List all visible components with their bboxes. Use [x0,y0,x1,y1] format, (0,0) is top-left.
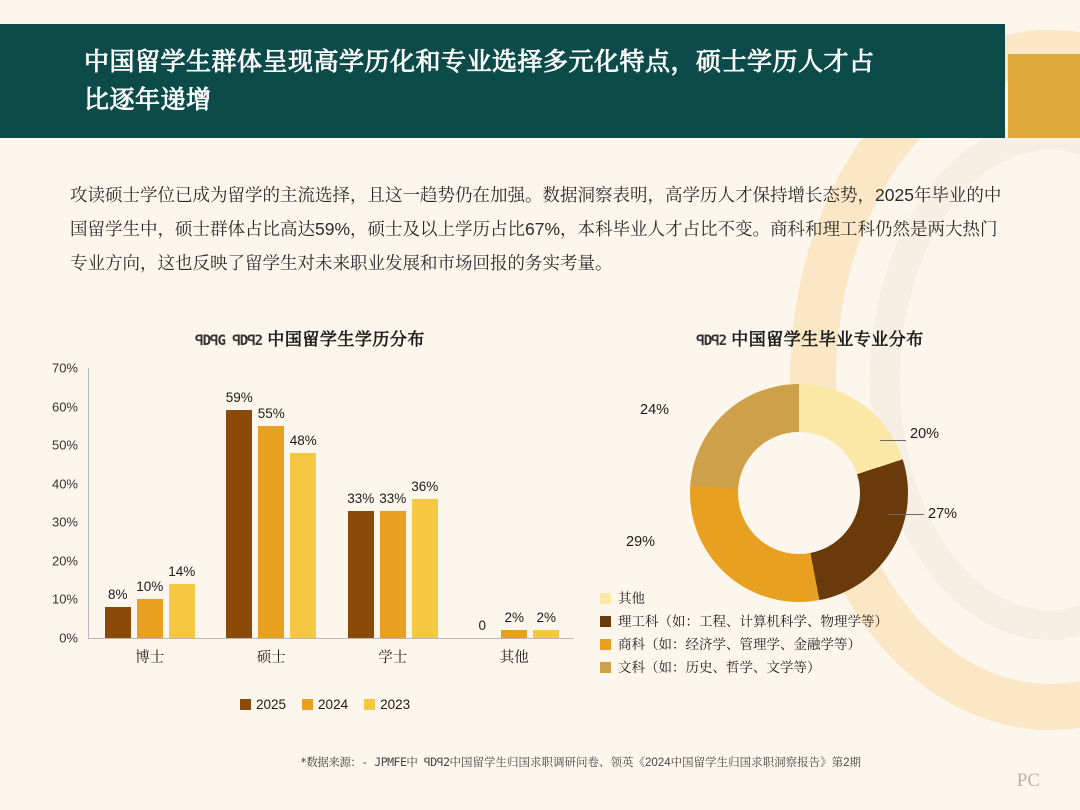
bar-group [454,368,576,638]
y-tick-label: 70% [51,360,78,376]
bar [379,490,407,638]
donut-legend [600,587,888,679]
donut-title-glyph: ꟼDꟼ2 [696,333,726,349]
bar-title-glyph: ꟼDꟼG ꟼDꟼ2 [195,333,263,349]
legend-swatch [240,699,251,710]
bar [411,479,439,638]
page-title: 中国留学生群体呈现高学历化和专业选择多元化特点，硕士学历人才占比逐年递增 [84,48,875,114]
body-paragraph: 攻读硕士学位已成为留学的主流选择，且这一趋势仍在加强。数据洞察表明，高学历人才保持增长态势，2025年毕业的中国留学生中，硕士群体占比高达59%，硕士及以上学历占比67%，本科毕业人才占比不变。商科和理工科仍然是两大热门专业方向，这也反映了留学生对未来职业发展和市场回报的务实考量。 [70,185,1002,273]
bar-value-label: 2% [504,610,525,626]
bar-plot-area [40,360,580,668]
bar-group [89,368,211,638]
bar [105,587,131,638]
bar-legend-item [240,697,286,712]
bar [257,405,285,638]
bar [225,390,253,638]
donut-ring [690,384,908,602]
legend-swatch [600,639,611,650]
bar-value-label: 14% [168,564,196,579]
bar-legend [240,697,410,712]
legend-swatch [600,593,611,604]
bar-group [332,368,454,638]
x-category-label: 硕士 [256,650,286,666]
y-tick-label: 20% [51,553,78,569]
x-category-label: 其他 [499,650,529,666]
bar-value-label: 33% [379,490,407,506]
legend-label: 2023 [380,697,411,712]
bar-value-label: 59% [225,390,253,406]
y-tick-label: 40% [51,476,78,492]
legend-label: 2025 [256,697,287,712]
source-prefix: *数据来源：- JPMFE中 ꟼDꟼ2 [300,755,450,769]
watermark: PC [1016,770,1040,791]
legend-label: 理工科（如：工程、计算机科学、物理学等） [618,614,888,629]
legend-swatch [302,699,313,710]
slide-header [0,24,1005,138]
x-category-label: 学士 [378,650,408,666]
legend-label: 商科（如：经济学、管理学、金融学等） [618,637,861,652]
legend-label: 2024 [318,697,349,712]
donut-label-0: 20% [910,426,940,442]
bar-title-text: 中国留学生学历分布 [267,330,425,349]
source-text: 中国留学生归国求职调研问卷、领英《2024中国留学生归国求职洞察报告》第2期 [449,757,862,769]
bar [136,579,164,638]
legend-label: 文科（如：历史、哲学、文学等） [618,660,821,675]
y-tick-label: 30% [51,514,78,530]
donut-hole [738,432,860,554]
donut-leader-1 [888,514,924,515]
donut-label-3: 24% [640,402,670,418]
legend-swatch [600,662,611,673]
bar [501,610,527,638]
y-tick-label: 0% [59,630,78,646]
legend-swatch [600,616,611,627]
bar-group [211,368,333,638]
y-tick-label: 60% [51,399,78,415]
bar-value-label: 33% [347,490,375,506]
donut-leader-0 [880,440,906,441]
bar-chart-title [40,325,580,350]
bar [289,432,317,638]
bars-container [88,368,574,666]
donut-legend-item [600,610,888,633]
y-tick-label: 10% [51,591,78,607]
bar [347,490,375,638]
bar [168,564,196,638]
donut-chart [580,325,1040,675]
bar-legend-item [302,697,348,712]
donut-label-1: 27% [928,506,958,522]
y-tick-label: 50% [51,437,78,453]
decorative-gold-block [1008,54,1080,138]
bar-value-label: 48% [289,432,317,448]
bar-value-label: 55% [257,405,285,421]
bar-value-label: 2% [536,610,557,626]
bar-chart [40,325,580,712]
x-category-label: 博士 [135,650,165,666]
source-note [300,754,861,770]
bar-value-label: 0 [478,618,487,633]
donut-legend-item [600,656,888,679]
legend-label: 其他 [618,591,645,606]
donut-chart-title [580,325,1040,350]
y-axis [40,360,84,646]
bar-value-label: 10% [136,579,164,595]
bar-legend-item [364,697,410,712]
bar-value-label: 36% [411,479,439,495]
bar-value-label: 8% [107,587,128,603]
donut-legend-item [600,633,888,656]
donut-label-2: 29% [626,534,656,550]
donut-legend-item [600,587,888,610]
bar [533,610,559,638]
legend-swatch [364,699,375,710]
donut-title-text: 中国留学生毕业专业分布 [731,330,924,349]
